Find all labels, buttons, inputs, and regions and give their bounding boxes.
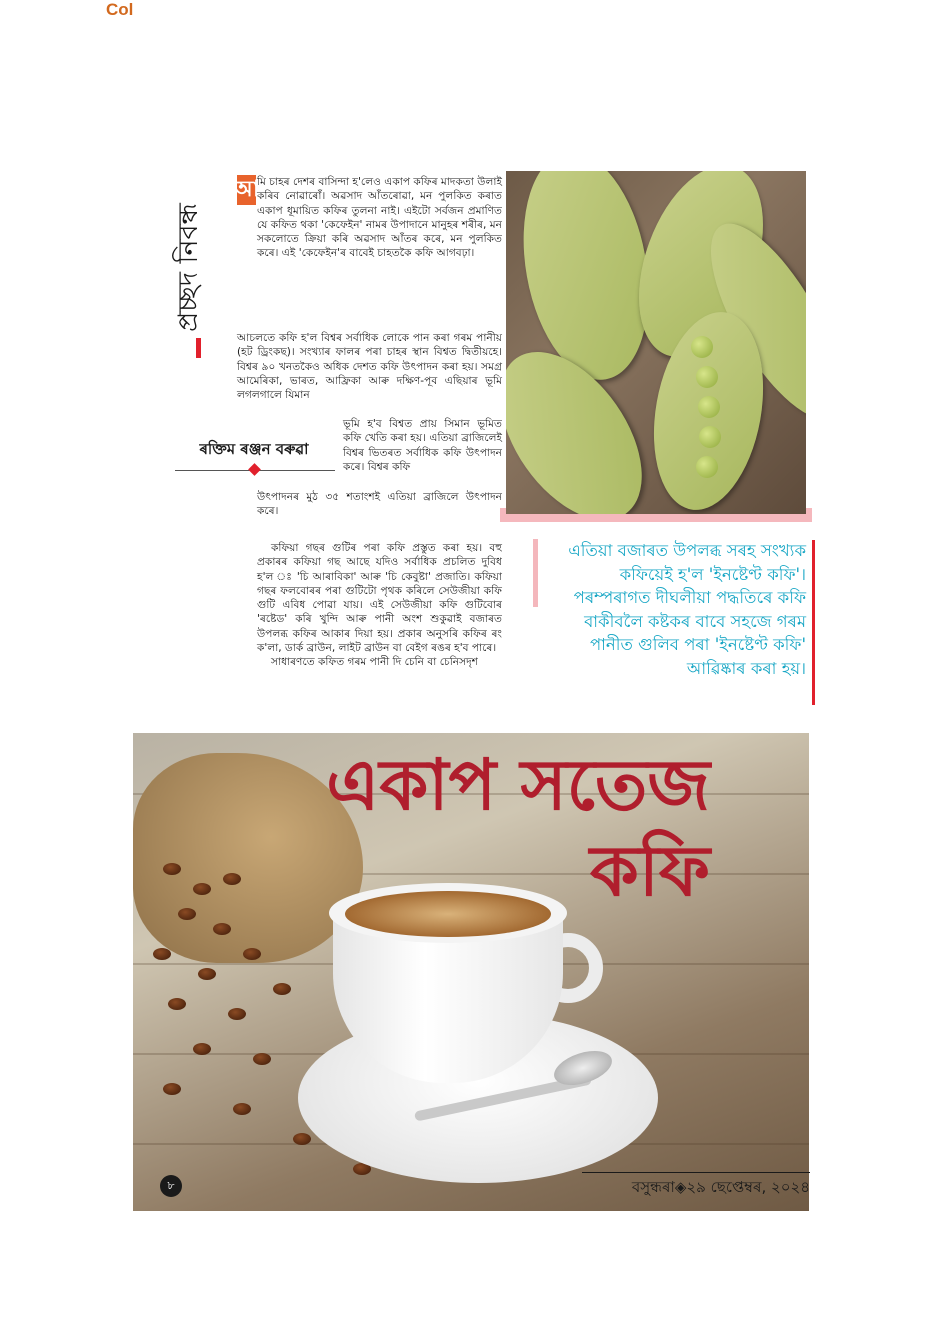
article-headline: [320, 742, 710, 914]
article-narrow-column: ভূমি হ'ব বিশ্বত প্ৰায় সিমান ভূমিত কফি খেতি কৰা হয়। এতিয়া ব্ৰাজিলেই বিশ্বৰ ভিতৰত সৰ্বাধিক কফি উৎপাদন কৰে। বিশ্বৰ কফি: [343, 418, 502, 473]
article-continued: আচলতে কফি হ'ল বিশ্বৰ সৰ্বাধিক লোকে পান কৰা গৰম পানীয় (হট ড্ৰিংকছ)। সংখ্যাৰ ফালৰ পৰা চাহৰ স্থান বিশ্বত দ্বিতীয়হে। বিশ্বৰ ৯০ খনতকৈও অধিক দেশত কফি উৎপাদন কৰা হয়। সমগ্ৰ আমেৰিকা, ভাৰত, আফ্ৰিকা আৰু দক্ষিণ-পূব এছিয়াৰ ভূমি লগলগালে যিমান: [237, 332, 502, 402]
headline-line-2: কফি: [589, 830, 710, 912]
green-coffee-pods-photo: [506, 171, 806, 514]
article-paragraph: কফিয়া গছৰ গুটিৰ পৰা কফি প্ৰস্তুত কৰা হয়। বহু প্ৰকাৰৰ কফিয়া গছ আছে যদিও সৰ্বাধিক প্ৰচলিত দুবিধ হ'ল ঃ 'চি আৰাবিকা' আৰু 'চি কেবুষ্টা' প্ৰজাতি। কফিয়া গছৰ ফলবোৰৰ পৰা গুটিটো পৃথক কৰিলে সেউজীয়া কফি গুটি এবিধ পোৱা যায়। এই সেউজীয়া কফি গুটিবোৰ 'ৰষ্টেড' কৰি খুন্দি আৰু পানী অংশ শুকুৱাই বজাৰত উপলব্ধ কফিৰ আকাৰ দিয়া হয়। প্ৰকাৰ অনুসৰি কফিৰ ৰং ক'লা, ডাৰ্ক ব্ৰাউন, লাইট ব্ৰাউন বা বেইগ ৰঙৰ হ'ব পাৰে।: [257, 542, 502, 655]
corner-label: Col: [106, 0, 134, 19]
quote-accent-block: [533, 539, 538, 607]
section-accent-bar: [196, 338, 201, 358]
article-intro: মি চাহৰ দেশৰ বাসিন্দা হ'লেও একাপ কফিৰ মাদকতা উলাই কৰিব নোৱাৰোঁ। অৱসাদ আঁতৰোৱা, মন পুলকিত কৰাত একাপ ধূমায়িত কফিৰ তুলনা নাই। এইটো সৰ্বজন প্ৰমাণিত যে কফিত থকা 'কেফেইন' নামৰ উপাদানে মানুহৰ শৰীৰ, মন সকলোতে ক্ৰিয়া কৰি অৱসাদ আঁতৰ কৰে, মন পুলকিত কৰে। এই 'কেফেইন'ৰ বাবেই চাহতকৈ কফি আগবঢ়া।: [257, 176, 502, 260]
publication-footer: বসুন্ধৰা◈২৯ ছেপ্তেম্বৰ, ২০২৪: [631, 1178, 810, 1196]
author-byline: ৰক্তিম ৰঞ্জন বৰুৱা: [199, 440, 309, 458]
section-label: [165, 180, 215, 355]
footer-rule: [582, 1172, 810, 1173]
article-paragraph: সাধাৰণতে কফিত গৰম পানী দি চেনি বা চেনিসদৃশ: [271, 656, 478, 669]
headline-line-1: একাপ সতেজ: [326, 744, 710, 826]
article-tail: উৎপাদনৰ মুঠ ৩৫ শতাংশই এতিয়া ব্ৰাজিলে উৎপাদন কৰে।: [257, 491, 502, 518]
drop-cap: আ: [237, 175, 256, 205]
pull-quote: এতিয়া বজাৰত উপলব্ধ সৰহ সংখ্যক কফিয়েই হ'ল 'ইনষ্টেণ্ট কফি'। পৰম্পৰাগত দীঘলীয়া পদ্ধতিৰে কফি বাকীবলৈ কষ্টকৰ বাবে সহজে গৰম পানীত গুলিব পৰা 'ইনষ্টেণ্ট কফি' আৱিষ্কাৰ কৰা হয়।: [568, 541, 806, 678]
page-number: ৮: [160, 1175, 182, 1197]
byline-diamond-ornament: [248, 463, 261, 476]
section-label-text: প্ৰচ্ছদ নিবন্ধ: [172, 203, 204, 332]
quote-accent-bar: [812, 540, 815, 705]
article-lower-column: [257, 541, 502, 670]
